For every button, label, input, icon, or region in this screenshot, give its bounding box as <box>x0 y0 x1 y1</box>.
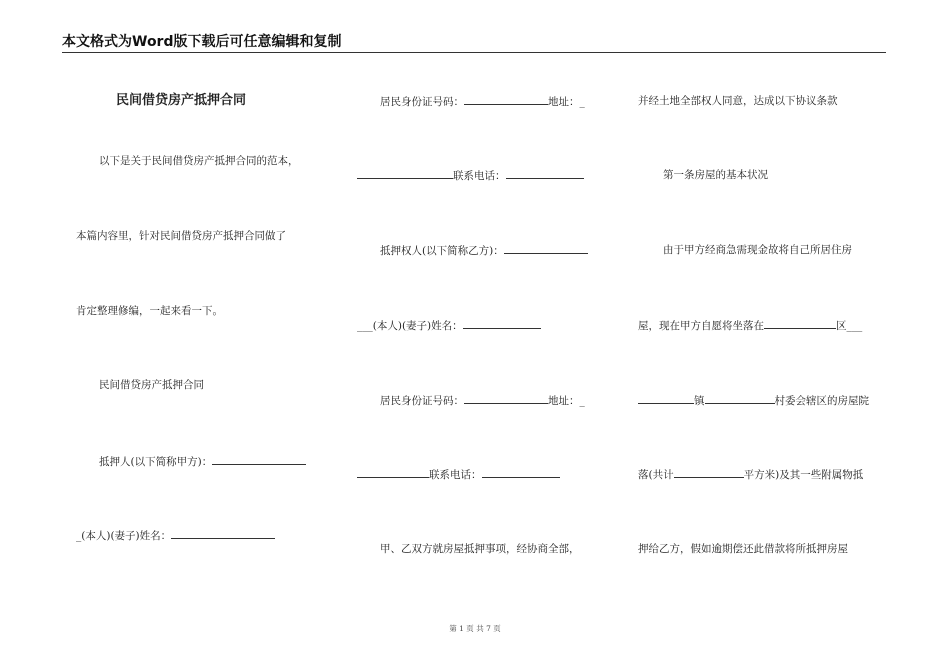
fill-blank <box>705 393 775 404</box>
form-line <box>638 393 869 408</box>
column-1 <box>76 0 331 600</box>
fill-blank <box>357 168 453 179</box>
fill-blank <box>357 467 429 478</box>
form-label: _(本人)(妻子)姓名： <box>76 530 172 542</box>
paragraph-line: 甲、乙双方就房屋抵押事项，经协商全部， <box>380 543 580 555</box>
form-line <box>357 168 584 183</box>
fill-blank <box>638 393 694 404</box>
fill-blank <box>463 318 541 329</box>
form-line <box>357 318 541 333</box>
form-label: 抵押权人(以下简称乙方)： <box>380 245 504 257</box>
paragraph-line: 由于甲方经商急需现金故将自己所居住房 <box>663 244 852 256</box>
form-label: 抵押人(以下简称甲方)： <box>99 456 213 468</box>
form-line <box>99 454 306 469</box>
fill-blank <box>464 393 548 404</box>
form-line <box>380 94 585 109</box>
form-label: 地址：_ <box>548 96 585 108</box>
fill-blank <box>482 467 560 478</box>
form-text: 镇 <box>694 395 705 407</box>
section-heading: 第一条房屋的基本状况 <box>663 169 768 181</box>
fill-blank <box>674 467 744 478</box>
paragraph-line: 以下是关于民间借贷房产抵押合同的范本， <box>99 155 299 167</box>
section-heading: 民间借贷房产抵押合同 <box>99 379 204 391</box>
form-label: 居民身份证号码： <box>380 395 464 407</box>
fill-blank <box>764 318 836 329</box>
form-label: 联系电话： <box>429 469 482 481</box>
document-header: 本文格式为Word版下载后可任意编辑和复制 <box>62 34 342 50</box>
form-label: 居民身份证号码： <box>380 96 464 108</box>
paragraph-line: 本篇内容里，针对民间借贷房产抵押合同做了 <box>76 230 286 242</box>
form-line <box>638 318 862 333</box>
form-text: 区___ <box>836 320 863 332</box>
page-number: 第 1 页 共 7 页 <box>449 624 501 633</box>
fill-blank <box>212 454 306 465</box>
form-line <box>357 467 560 482</box>
form-line <box>76 528 275 543</box>
fill-blank <box>464 94 548 105</box>
paragraph-line: 肯定整理修编，一起来看一下。 <box>76 305 223 317</box>
form-text: 屋，现在甲方自愿将坐落在 <box>638 320 764 332</box>
form-line <box>638 467 863 482</box>
column-2 <box>357 0 612 600</box>
form-label: 联系电话： <box>453 170 506 182</box>
form-text: 平方米)及其一些附属物抵 <box>743 469 864 481</box>
paragraph-line: 押给乙方，假如逾期偿还此借款将所抵押房屋 <box>638 543 848 555</box>
fill-blank <box>171 528 275 539</box>
fill-blank <box>504 243 588 254</box>
paragraph-line: 并经土地全部权人同意，达成以下协议条款 <box>638 95 838 107</box>
document-title: 民间借贷房产抵押合同 <box>116 93 247 108</box>
form-label: 地址：_ <box>548 395 585 407</box>
form-text: 村委会辖区的房屋院 <box>774 395 869 407</box>
fill-blank <box>506 168 584 179</box>
form-line <box>380 393 585 408</box>
form-text: 落(共计 <box>638 469 674 481</box>
form-label: ___(本人)(妻子)姓名： <box>357 320 463 332</box>
column-3 <box>638 0 893 600</box>
form-line <box>380 243 588 258</box>
